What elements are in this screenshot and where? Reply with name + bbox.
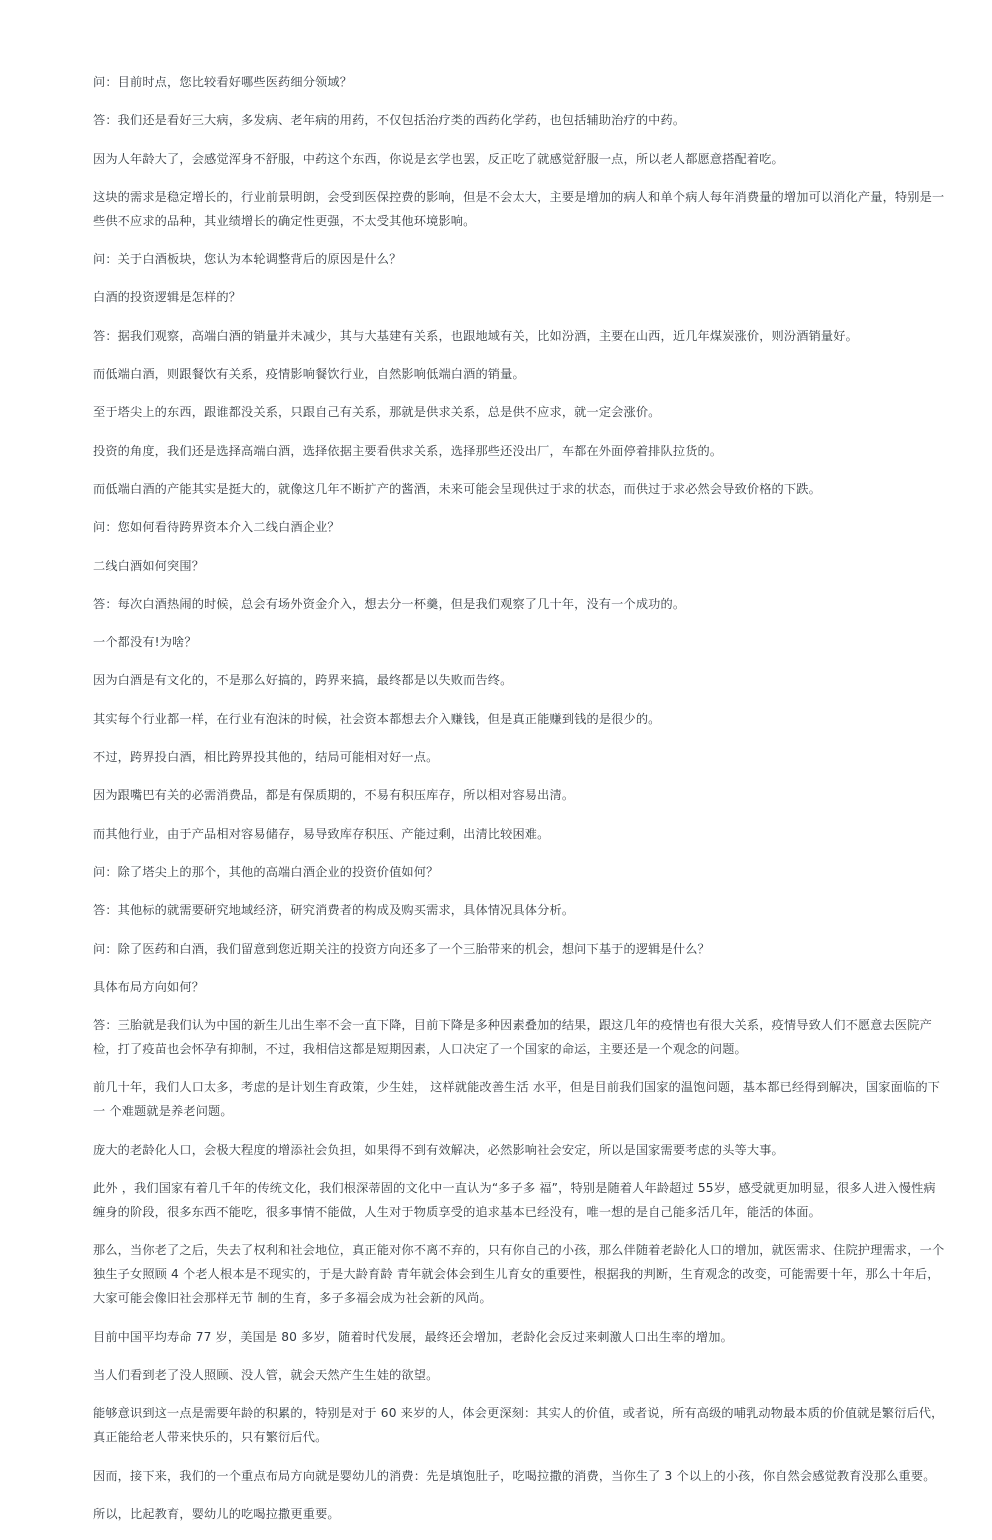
paragraph: 答：每次白酒热闹的时候，总会有场外资金介入，想去分一杯羹，但是我们观察了几十年，没有一个成功的。 (93, 596, 686, 611)
paragraph: 问：除了塔尖上的那个，其他的高端白酒企业的投资价值如何？ (93, 864, 439, 879)
paragraph: 问：您如何看待跨界资本介入二线白酒企业？ (93, 520, 340, 535)
paragraph: 而低端白酒的产能其实是挺大的，就像这几年不断扩产的酱酒，未来可能会呈现供过于求的状态，而供过于求必然会导致价格的下跌。 (93, 481, 821, 496)
document-body (93, 70, 945, 1540)
paragraph: 不过，跨界投白酒，相比跨界投其他的，结局可能相对好一点。 (93, 750, 439, 765)
paragraph: 当人们看到老了没人照顾、没人管，就会天然产生生娃的欲望。 (93, 1367, 439, 1382)
paragraph: 所以，比起教育，婴幼儿的吃喝拉撒更重要。 (93, 1506, 340, 1521)
paragraph: 而低端白酒，则跟餐饮有关系，疫情影响餐饮行业，自然影响低端白酒的销量。 (93, 367, 525, 382)
paragraph: 前几十年，我们人口太多，考虑的是计划生育政策，少生娃， 这样就能改善生活 水平，但是目前我们国家的温饱问题，基本都已经得到解决，国家面临的下一 个难题就是养老问题。 (93, 1080, 940, 1119)
paragraph: 那么，当你老了之后，失去了权利和社会地位，真正能对你不离不弃的，只有你自己的小孩，那么伴随着老龄化人口的增加，就医需求、住院护理需求，一个独生子女照顾 4 个老人根本是不现实的，于是大龄育龄 青年就会体会到生儿育女的重要性，根据我的判断，生育观念的改变，可能需要十年，那么十年后，大家可能会像旧社会那样无节 制的生育，多子多福会成为社会新的风尚。 (93, 1243, 945, 1306)
paragraph: 答：我们还是看好三大病，多发病、老年病的用药，不仅包括治疗类的西药化学药，也包括辅助治疗的中药。 (93, 113, 686, 128)
paragraph: 其实每个行业都一样，在行业有泡沫的时候，社会资本都想去介入赚钱，但是真正能赚到钱的是很少的。 (93, 711, 661, 726)
paragraph: 而其他行业，由于产品相对容易储存，易导致库存积压、产能过剩，出清比较困难。 (93, 826, 550, 841)
paragraph: 一个都没有!为啥？ (93, 635, 197, 650)
paragraph: 此外 ，我们国家有着几千年的传统文化，我们根深蒂固的文化中一直认为“多子多 福”，特别是随着人年龄超过 55岁，感受就更加明显，很多人进入慢性病缠身的阶段，很多东西不能吃，很多事情不能做，人生对于物质享受的追求基本已经没有，唯一想的是自己能多活几年，能活的体面。 (93, 1181, 936, 1220)
paragraph: 能够意识到这一点是需要年龄的积累的，特别是对于 60 来岁的人，体会更深刻：其实人的价值，或者说，所有高级的哺乳动物最本质的价值就是繁衍后代，真正能给老人带来快乐的，只有繁衍后代。 (93, 1406, 944, 1445)
paragraph: 因为人年龄大了，会感觉浑身不舒服，中药这个东西，你说是玄学也罢，反正吃了就感觉舒服一点，所以老人都愿意搭配着吃。 (93, 151, 784, 166)
paragraph: 这块的需求是稳定增长的，行业前景明朗，会受到医保控费的影响，但是不会太大，主要是增加的病人和单个病人每年消费量的增加可以消化产量，特别是一些供不应求的品种，其业绩增长的确定性更强，不太受其他环境影响。 (93, 189, 945, 228)
paragraph: 因而，接下来，我们的一个重点布局方向就是婴幼儿的消费：先是填饱肚子，吃喝拉撒的消费，当你生了 3 个以上的小孩，你自然会感觉教育没那么重要。 (93, 1468, 936, 1483)
paragraph: 白酒的投资逻辑是怎样的？ (93, 290, 242, 305)
paragraph: 问：关于白酒板块，您认为本轮调整背后的原因是什么？ (93, 252, 402, 267)
paragraph: 因为跟嘴巴有关的必需消费品，都是有保质期的，不易有积压库存，所以相对容易出清。 (93, 788, 575, 803)
paragraph: 投资的角度，我们还是选择高端白酒，选择依据主要看供求关系，选择那些还没出厂，车都在外面停着排队拉货的。 (93, 443, 723, 458)
paragraph: 答：据我们观察，高端白酒的销量并未减少，其与大基建有关系，也跟地域有关，比如汾酒，主要在山西，近几年煤炭涨价，则汾酒销量好。 (93, 328, 858, 343)
paragraph: 因为白酒是有文化的，不是那么好搞的，跨界来搞，最终都是以失败而告终。 (93, 673, 513, 688)
paragraph: 问：除了医药和白酒，我们留意到您近期关注的投资方向还多了一个三胎带来的机会，想问下基于的逻辑是什么？ (93, 941, 710, 956)
paragraph: 目前中国平均寿命 77 岁，美国是 80 多岁，随着时代发展，最终还会增加，老龄化会反过来刺激人口出生率的增加。 (93, 1329, 733, 1344)
paragraph: 具体布局方向如何？ (93, 979, 205, 994)
paragraph: 答：三胎就是我们认为中国的新生儿出生率不会一直下降，目前下降是多种因素叠加的结果，跟这几年的疫情也有很大关系，疫情导致人们不愿意去医院产检，打了疫苗也会怀孕有抑制，不过，我相信这都是短期因素，人口决定了一个国家的命运，主要还是一个观念的问题。 (93, 1018, 932, 1057)
paragraph: 答：其他标的就需要研究地域经济，研究消费者的构成及购买需求，具体情况具体分析。 (93, 903, 575, 918)
paragraph: 至于塔尖上的东西，跟谁都没关系，只跟自己有关系，那就是供求关系，总是供不应求，就一定会涨价。 (93, 405, 661, 420)
paragraph: 问：目前时点，您比较看好哪些医药细分领域？ (93, 75, 353, 89)
paragraph: 庞大的老龄化人口，会极大程度的增添社会负担，如果得不到有效解决，必然影响社会安定，所以是国家需要考虑的头等大事。 (93, 1142, 784, 1157)
paragraph: 二线白酒如何突围？ (93, 558, 205, 573)
